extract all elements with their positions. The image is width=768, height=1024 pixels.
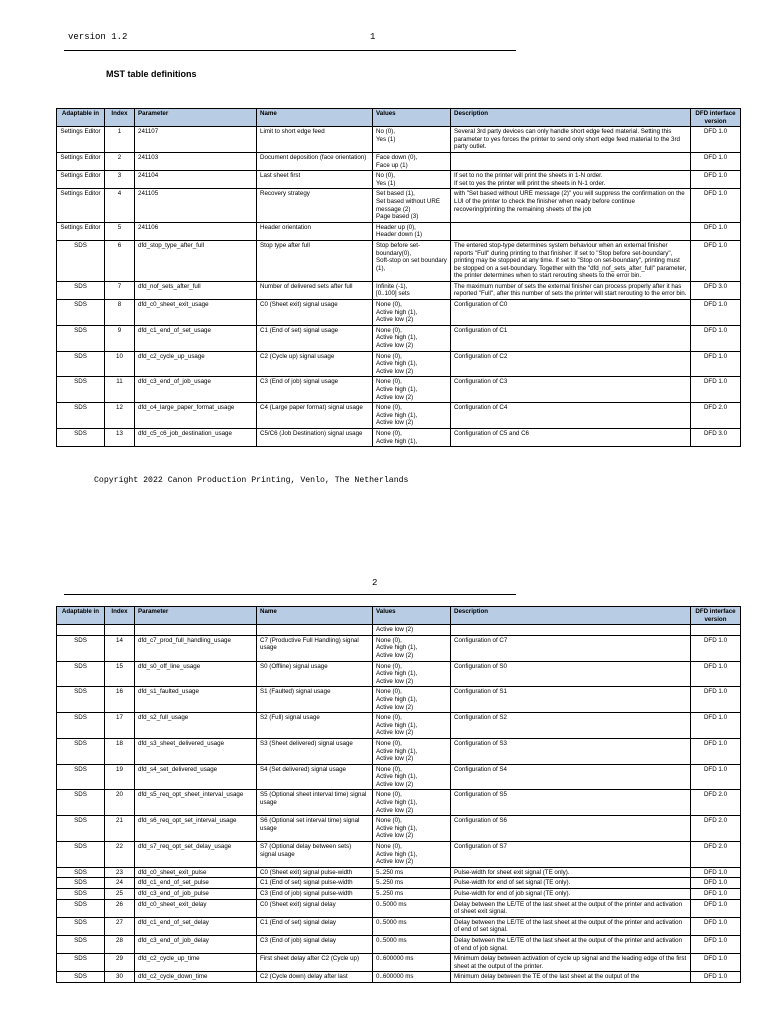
- table-cell: Last sheet first: [257, 171, 373, 189]
- table-cell: Configuration of S7: [451, 842, 691, 868]
- header-rule: [64, 50, 516, 51]
- table-row: [57, 842, 741, 868]
- table-cell: None (0), Active high (1), Active low (2): [373, 713, 451, 739]
- table-cell: Header orientation: [257, 222, 373, 240]
- table-cell: Settings Editor: [57, 152, 105, 170]
- table-cell: Configuration of S6: [451, 816, 691, 842]
- table-cell: S4 (Set delivered) signal usage: [257, 764, 373, 790]
- table-cell: 17: [105, 713, 135, 739]
- table-cell: C5/C6 (Job Destination) signal usage: [257, 428, 373, 446]
- table-cell: The maximum number of sets the external finisher can process properly after it has reported "Full", after this number of sets the printer will start rerouting to the error bin.: [451, 281, 691, 299]
- table-cell: SDS: [57, 635, 105, 661]
- column-header: Index: [105, 607, 135, 625]
- table-cell: Pulse-width for end of set signal (TE only).: [451, 878, 691, 889]
- table-cell: 2: [105, 152, 135, 170]
- table-cell: None (0), Active high (1), Active low (2): [373, 377, 451, 403]
- table-cell: 0..600000 ms: [373, 972, 451, 983]
- table-cell: S0 (Offline) signal usage: [257, 661, 373, 687]
- table-cell: 0..5000 ms: [373, 899, 451, 917]
- table-cell: DFD 1.0: [691, 889, 741, 900]
- table-cell: 5..250 ms: [373, 889, 451, 900]
- table-cell: None (0), Active high (1), Active low (2): [373, 842, 451, 868]
- table-cell: dfd_c5_c6_job_destination_usage: [135, 428, 257, 446]
- table-cell: Configuration of C7: [451, 635, 691, 661]
- table-cell: SDS: [57, 878, 105, 889]
- table-row: [57, 738, 741, 764]
- table-cell: 19: [105, 764, 135, 790]
- table-cell: None (0), Active high (1), Active low (2): [373, 661, 451, 687]
- column-header: Values: [373, 109, 451, 127]
- copyright-footer: Copyright 2022 Canon Production Printing, Venlo, The Netherlands: [94, 476, 409, 485]
- table-cell: dfd_s3_sheet_delivered_usage: [135, 738, 257, 764]
- table-cell: S7 (Optional delay between sets) signal usage: [257, 842, 373, 868]
- table-row: [57, 281, 741, 299]
- table-cell: 24: [105, 878, 135, 889]
- table-cell: Number of delivered sets after full: [257, 281, 373, 299]
- table-cell: No (0), Yes (1): [373, 171, 451, 189]
- table-cell: DFD 1.0: [691, 661, 741, 687]
- table-cell: 11: [105, 377, 135, 403]
- table-cell: dfd_s4_set_delivered_usage: [135, 764, 257, 790]
- table-cell: Pulse-width for end of job signal (TE only).: [451, 889, 691, 900]
- table-cell: dfd_s7_req_opt_set_delay_usage: [135, 842, 257, 868]
- table-cell: dfd_c1_end_of_set_pulse: [135, 878, 257, 889]
- table-row: [57, 377, 741, 403]
- table-cell: 30: [105, 972, 135, 983]
- table-cell: DFD 1.0: [691, 635, 741, 661]
- table-row: [57, 764, 741, 790]
- table-row: [57, 713, 741, 739]
- version-label: version 1.2: [68, 32, 128, 42]
- table-cell: C2 (Cycle down) delay after last: [257, 972, 373, 983]
- table-cell: SDS: [57, 240, 105, 281]
- table-cell: [451, 222, 691, 240]
- table-cell: SDS: [57, 954, 105, 972]
- table-cell: 20: [105, 790, 135, 816]
- table-cell: SDS: [57, 300, 105, 326]
- table-cell: SDS: [57, 377, 105, 403]
- table-cell: Settings Editor: [57, 127, 105, 153]
- table-cell: 0..5000 ms: [373, 917, 451, 935]
- table-cell: SDS: [57, 899, 105, 917]
- table-cell: dfd_s0_off_line_usage: [135, 661, 257, 687]
- table-cell: 21: [105, 816, 135, 842]
- table-cell: Limit to short edge feed: [257, 127, 373, 153]
- table-cell: DFD 1.0: [691, 300, 741, 326]
- column-header: Adaptable in: [57, 607, 105, 625]
- table-cell: Settings Editor: [57, 189, 105, 222]
- table-cell: Delay between the LE/TE of the last sheet at the output of the printer and activation of sheet exit signal.: [451, 899, 691, 917]
- table-cell: 1: [105, 127, 135, 153]
- table-cell: DFD 1.0: [691, 917, 741, 935]
- table-cell: Configuration of S4: [451, 764, 691, 790]
- mst-table-page-1: [56, 108, 741, 447]
- table-cell: DFD 1.0: [691, 687, 741, 713]
- table-cell: dfd_c2_cycle_up_usage: [135, 351, 257, 377]
- table-cell: 241104: [135, 171, 257, 189]
- table-row: [57, 935, 741, 953]
- table-cell: S2 (Full) signal usage: [257, 713, 373, 739]
- table-cell: C1 (End of set) signal pulse-width: [257, 878, 373, 889]
- table-cell: SDS: [57, 687, 105, 713]
- table-cell: SDS: [57, 935, 105, 953]
- table-cell: C1 (End of set) signal usage: [257, 325, 373, 351]
- table-row: [57, 222, 741, 240]
- table-cell: dfd_c0_sheet_exit_delay: [135, 899, 257, 917]
- table-cell: No (0), Yes (1): [373, 127, 451, 153]
- table-cell: DFD 1.0: [691, 127, 741, 153]
- table-cell: Active low (2): [373, 625, 451, 636]
- table-cell: [105, 625, 135, 636]
- table-cell: 5..250 ms: [373, 878, 451, 889]
- column-header: Description: [451, 109, 691, 127]
- column-header: Values: [373, 607, 451, 625]
- header-rule: [64, 594, 516, 595]
- table-cell: SDS: [57, 661, 105, 687]
- table-cell: Delay between the LE/TE of the last sheet at the output of the printer and activation of end of job signal.: [451, 935, 691, 953]
- table-cell: SDS: [57, 917, 105, 935]
- table-cell: Configuration of C3: [451, 377, 691, 403]
- table-cell: Several 3rd party devices can only handle short edge feed material. Setting this parameter to yes forces the printer to send only short edge feed material to the 3rd party outlet.: [451, 127, 691, 153]
- table-cell: 25: [105, 889, 135, 900]
- table-row: [57, 300, 741, 326]
- table-row: [57, 635, 741, 661]
- table-cell: 3: [105, 171, 135, 189]
- page-number: 1: [370, 32, 376, 42]
- table-cell: DFD 1.0: [691, 878, 741, 889]
- table-cell: Header up (0), Header down (1): [373, 222, 451, 240]
- table-row: [57, 351, 741, 377]
- table-cell: Configuration of C4: [451, 403, 691, 429]
- table-row: [57, 889, 741, 900]
- column-header: Index: [105, 109, 135, 127]
- table-cell: dfd_c3_end_of_job_pulse: [135, 889, 257, 900]
- table-cell: DFD 1.0: [691, 867, 741, 878]
- table-cell: DFD 1.0: [691, 377, 741, 403]
- table-cell: SDS: [57, 713, 105, 739]
- table-cell: [57, 625, 105, 636]
- table-cell: SDS: [57, 972, 105, 983]
- table-cell: Configuration of S1: [451, 687, 691, 713]
- table-cell: Configuration of C5 and C6: [451, 428, 691, 446]
- table-row: [57, 152, 741, 170]
- table-row: [57, 325, 741, 351]
- table-header-row: [57, 607, 741, 625]
- table-cell: 18: [105, 738, 135, 764]
- table-cell: Configuration of S5: [451, 790, 691, 816]
- table-row: [57, 790, 741, 816]
- table-cell: dfd_c2_cycle_up_time: [135, 954, 257, 972]
- table-cell: None (0), Active high (1), Active low (2): [373, 351, 451, 377]
- table-row: [57, 972, 741, 983]
- table-cell: None (0), Active high (1), Active low (2): [373, 764, 451, 790]
- column-header: Adaptable in: [57, 109, 105, 127]
- table-cell: DFD 1.0: [691, 152, 741, 170]
- table-cell: DFD 1.0: [691, 351, 741, 377]
- table-cell: SDS: [57, 842, 105, 868]
- table-cell: C1 (End of set) signal delay: [257, 917, 373, 935]
- table-row: [57, 878, 741, 889]
- table-cell: DFD 1.0: [691, 325, 741, 351]
- table-cell: SDS: [57, 738, 105, 764]
- table-cell: S5 (Optional sheet interval time) signal usage: [257, 790, 373, 816]
- table-cell: SDS: [57, 281, 105, 299]
- table-cell: Settings Editor: [57, 171, 105, 189]
- table-cell: None (0), Active high (1), Active low (2): [373, 403, 451, 429]
- table-cell: Stop type after full: [257, 240, 373, 281]
- table-cell: Configuration of S3: [451, 738, 691, 764]
- table-cell: DFD 2.0: [691, 790, 741, 816]
- table-cell: 241106: [135, 222, 257, 240]
- table-cell: DFD 1.0: [691, 764, 741, 790]
- table-cell: DFD 1.0: [691, 713, 741, 739]
- column-header: Name: [257, 109, 373, 127]
- table-cell: [135, 625, 257, 636]
- table-cell: Configuration of C0: [451, 300, 691, 326]
- table-cell: Document deposition (face orientation): [257, 152, 373, 170]
- table-row: [57, 899, 741, 917]
- table-cell: C3 (End of job) signal pulse-width: [257, 889, 373, 900]
- table-cell: 5: [105, 222, 135, 240]
- page-number: 2: [372, 578, 378, 588]
- table-cell: S1 (Faulted) signal usage: [257, 687, 373, 713]
- table-cell: None (0), Active high (1), Active low (2): [373, 816, 451, 842]
- table-cell: SDS: [57, 764, 105, 790]
- table-cell: 29: [105, 954, 135, 972]
- table-cell: 15: [105, 661, 135, 687]
- table-cell: 241107: [135, 127, 257, 153]
- table-cell: 5..250 ms: [373, 867, 451, 878]
- table-cell: DFD 3.0: [691, 428, 741, 446]
- table-cell: 14: [105, 635, 135, 661]
- table-cell: [691, 625, 741, 636]
- table-cell: 23: [105, 867, 135, 878]
- table-row: [57, 189, 741, 222]
- table-cell: SDS: [57, 816, 105, 842]
- table-cell: [257, 625, 373, 636]
- table-cell: C2 (Cycle up) signal usage: [257, 351, 373, 377]
- table-cell: S3 (Sheet delivered) signal usage: [257, 738, 373, 764]
- table-cell: C0 (Sheet exit) signal pulse-width: [257, 867, 373, 878]
- table-cell: 28: [105, 935, 135, 953]
- table-cell: 9: [105, 325, 135, 351]
- table-cell: dfd_s6_req_opt_set_interval_usage: [135, 816, 257, 842]
- table-cell: 10: [105, 351, 135, 377]
- table-cell: 12: [105, 403, 135, 429]
- table-cell: DFD 1.0: [691, 935, 741, 953]
- table-cell: C4 (Large paper format) signal usage: [257, 403, 373, 429]
- table-cell: SDS: [57, 351, 105, 377]
- table-cell: dfd_s5_req_opt_sheet_interval_usage: [135, 790, 257, 816]
- table-cell: 6: [105, 240, 135, 281]
- table-cell: dfd_s1_faulted_usage: [135, 687, 257, 713]
- table-row: [57, 816, 741, 842]
- table-cell: C0 (Sheet exit) signal usage: [257, 300, 373, 326]
- table-cell: dfd_c4_large_paper_format_usage: [135, 403, 257, 429]
- table-row: [57, 127, 741, 153]
- table-cell: 16: [105, 687, 135, 713]
- table-cell: S6 (Optional set interval time) signal usage: [257, 816, 373, 842]
- table-cell: 0..5000 ms: [373, 935, 451, 953]
- column-header: Name: [257, 607, 373, 625]
- table-cell: DFD 2.0: [691, 816, 741, 842]
- table-row: [57, 687, 741, 713]
- table-cell: [451, 152, 691, 170]
- table-row: [57, 917, 741, 935]
- table-cell: SDS: [57, 428, 105, 446]
- table-cell: 241105: [135, 189, 257, 222]
- table-cell: Stop before set-boundary(0), Soft-stop on set boundary (1),: [373, 240, 451, 281]
- mst-table-page-2: [56, 606, 741, 983]
- table-cell: DFD 2.0: [691, 403, 741, 429]
- table-cell: Pulse-width for sheet exit signal (TE only).: [451, 867, 691, 878]
- table-cell: 26: [105, 899, 135, 917]
- table-cell: DFD 1.0: [691, 222, 741, 240]
- table-cell: 27: [105, 917, 135, 935]
- table-cell: C3 (End of job) signal delay: [257, 935, 373, 953]
- table-cell: dfd_s2_full_usage: [135, 713, 257, 739]
- table-cell: C3 (End of job) signal usage: [257, 377, 373, 403]
- table-cell: None (0), Active high (1), Active low (2): [373, 687, 451, 713]
- table-cell: dfd_c3_end_of_job_delay: [135, 935, 257, 953]
- table-cell: Minimum delay between the TE of the last sheet at the output of the: [451, 972, 691, 983]
- table-cell: Configuration of C1: [451, 325, 691, 351]
- table-row: [57, 867, 741, 878]
- table-cell: If set to no the printer will print the sheets in 1-N order. If set to yes the printer will print the sheets in N-1 order.: [451, 171, 691, 189]
- table-cell: SDS: [57, 403, 105, 429]
- table-cell: The entered stop-type determines system behaviour when an external finisher reports "Full" during printing to that finisher: If set to "Stop before set-boundary", printing may be stopped at any time. If set to "Stop on set-boundary", printing must be stopped on a set-boundary. Together with the "dfd_nof_sets_after_full" parameter, the printer determines when to start rerouting sheets to the error bin.: [451, 240, 691, 281]
- table-cell: DFD 2.0: [691, 842, 741, 868]
- table-cell: 13: [105, 428, 135, 446]
- table-cell: 4: [105, 189, 135, 222]
- table-cell: Configuration of S2: [451, 713, 691, 739]
- table-cell: SDS: [57, 889, 105, 900]
- table-cell: Face down (0), Face up (1): [373, 152, 451, 170]
- table-cell: DFD 1.0: [691, 738, 741, 764]
- table-row: [57, 171, 741, 189]
- table-header-row: [57, 109, 741, 127]
- table-cell: 241103: [135, 152, 257, 170]
- table-cell: Infinite (-1), [0..100] sets: [373, 281, 451, 299]
- table-cell: None (0), Active high (1), Active low (2): [373, 790, 451, 816]
- column-header: Parameter: [135, 607, 257, 625]
- table-cell: DFD 1.0: [691, 189, 741, 222]
- table-cell: Configuration of S0: [451, 661, 691, 687]
- table-cell: Recovery strategy: [257, 189, 373, 222]
- table-row: [57, 954, 741, 972]
- table-cell: DFD 3.0: [691, 281, 741, 299]
- table-cell: with "Set based without URE message (2)" you will suppress the confirmation on the LUI of the printer to check the finisher when ready before continue recovering/printing the remaining sheets of the job: [451, 189, 691, 222]
- table-cell: dfd_c0_sheet_exit_usage: [135, 300, 257, 326]
- table-cell: None (0), Active high (1), Active low (2): [373, 635, 451, 661]
- table-row: [57, 661, 741, 687]
- table-cell: Minimum delay between activation of cycle up signal and the leading edge of the first sheet at the output of the printer.: [451, 954, 691, 972]
- table-cell: First sheet delay after C2 (Cycle up): [257, 954, 373, 972]
- table-cell: 8: [105, 300, 135, 326]
- table-row: [57, 403, 741, 429]
- table-cell: 7: [105, 281, 135, 299]
- table-cell: DFD 1.0: [691, 899, 741, 917]
- table-cell: dfd_c7_prod_full_handling_usage: [135, 635, 257, 661]
- table-cell: Configuration of C2: [451, 351, 691, 377]
- table-cell: DFD 1.0: [691, 171, 741, 189]
- table-row: [57, 625, 741, 636]
- table-cell: C0 (Sheet exit) signal delay: [257, 899, 373, 917]
- table-cell: Settings Editor: [57, 222, 105, 240]
- table-cell: [451, 625, 691, 636]
- table-cell: SDS: [57, 325, 105, 351]
- table-cell: None (0), Active high (1), Active low (2): [373, 300, 451, 326]
- column-header: DFD interface version: [691, 109, 741, 127]
- table-cell: Delay between the LE/TE of the last sheet at the output of the printer and activation of end of set signal.: [451, 917, 691, 935]
- table-cell: SDS: [57, 867, 105, 878]
- table-cell: None (0), Active high (1), Active low (2): [373, 738, 451, 764]
- table-cell: dfd_c2_cycle_down_time: [135, 972, 257, 983]
- table-cell: 0..600000 ms: [373, 954, 451, 972]
- table-cell: C7 (Productive Full Handling) signal usage: [257, 635, 373, 661]
- table-cell: DFD 1.0: [691, 972, 741, 983]
- table-cell: None (0), Active high (1), Active low (2): [373, 325, 451, 351]
- table-cell: Set based (1), Set based without URE message (2) Page based (3): [373, 189, 451, 222]
- table-cell: dfd_c0_sheet_exit_pulse: [135, 867, 257, 878]
- table-cell: 22: [105, 842, 135, 868]
- table-cell: dfd_c3_end_of_job_usage: [135, 377, 257, 403]
- table-cell: None (0), Active high (1),: [373, 428, 451, 446]
- table-row: [57, 240, 741, 281]
- table-cell: dfd_c1_end_of_set_delay: [135, 917, 257, 935]
- table-row: [57, 428, 741, 446]
- column-header: Description: [451, 607, 691, 625]
- table-cell: dfd_c1_end_of_set_usage: [135, 325, 257, 351]
- table-cell: DFD 1.0: [691, 954, 741, 972]
- table-cell: SDS: [57, 790, 105, 816]
- table-cell: dfd_nof_sets_after_full: [135, 281, 257, 299]
- column-header: Parameter: [135, 109, 257, 127]
- column-header: DFD interface version: [691, 607, 741, 625]
- table-cell: DFD 1.0: [691, 240, 741, 281]
- table-cell: dfd_stop_type_after_full: [135, 240, 257, 281]
- page-title: MST table definitions: [106, 69, 197, 79]
